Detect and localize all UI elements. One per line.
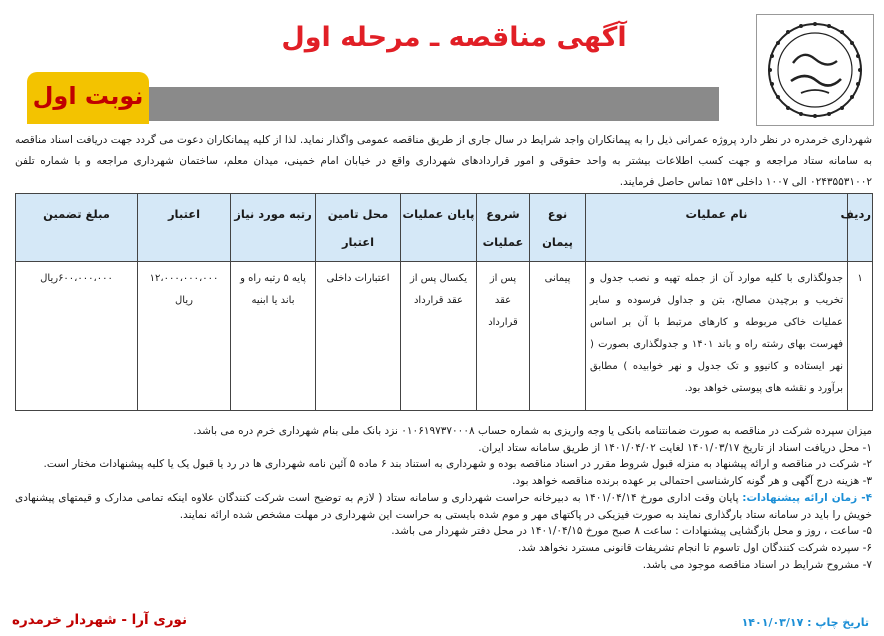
term-item: [15, 440, 872, 457]
header-funding-source: محل تامین اعتبار: [316, 194, 401, 262]
term-text: ۷- مشروح شرایط در اسناد مناقصه موجود می باشد.: [642, 558, 872, 571]
cell-required-grade: پایه ۵ رتبه راه و باند یا ابنیه: [231, 262, 316, 411]
cell-operation-name: جدولگذاری با کلیه موارد آن از جمله تهیه و نصب جدول و تخریب و برچیدن مصالح، بتن و جداول فرسوده و سایر عملیات خاکی مربوطه و کارهای مرتبط با آن بر اساس فهرست بهای رشته راه و باند ۱۴۰۱ و جدولگذاری بصورت ( نهر ایستاده و کانیوو و تک جدول و نهر خوابیده ) مطابق برآورد و نقشه های پیوستی خواهد بود.: [586, 262, 848, 411]
term-item: [15, 473, 872, 490]
term-text: میزان سپرده شرکت در مناقصه به صورت ضمانتنامه بانکی یا وجه واریزی به شماره حساب ۰۱۰۶۱۹۷۳۷۰۰۰۸ نزد بانک ملی بنام شهرداری خرم دره می باشد.: [193, 425, 872, 437]
notice-title: آگهی مناقصه ـ مرحله اول: [281, 22, 627, 53]
signer-name: نوری آرا - شهردار خرمدره: [12, 612, 188, 628]
seal-icon: [757, 15, 873, 125]
intro-paragraph: شهرداری خرمدره در نظر دارد پروژه عمرانی ذیل را به پیمانکاران واجد شرایط در سال جاری از طریق مناقصه عمومی واگذار نماید. لذا از کلیه پیمانکاران دعوت می گردد جهت دریافت اسناد مناقصه به سامانه ستاد مراجعه و جهت کسب اطلاعات بیشتر به واحد حقوقی و امور قراردادهای شهرداری واقع در خیابان امام خمینی، میدان معلم، ساختمان شهرداری مراجعه و با شماره تلفن ۰۲۴۳۵۵۳۱۰۰۲ الی ۱۰۰۷ داخلی ۱۵۳ تماس حاصل فرمایند.: [15, 134, 872, 188]
header-operation-name: نام عملیات: [586, 194, 848, 262]
header-required-grade: رتبه مورد نیاز: [231, 194, 316, 262]
term-prefix: ۴- زمان ارائه پیشنهادات:: [742, 491, 872, 504]
cell-start: پس از عقد قرارداد: [477, 262, 530, 411]
table-header-row: [16, 194, 873, 262]
term-text: ۲- شرکت در مناقصه و ارائه پیشنهاد به منزله قبول شروط مقرر در اسناد مناقصه بوده و شهرداری به استناد بند ۶ ماده ۵ آئین نامه شهرداری ها در رد یا قبول یک یا کلیه پیشنهادات مختار است.: [43, 458, 872, 471]
term-item: [15, 490, 872, 523]
cell-end: یکسال پس از عقد قرارداد: [401, 262, 477, 411]
cell-budget: ۱۲،۰۰۰،۰۰۰،۰۰۰ ریال: [138, 262, 231, 411]
term-text: ۵- ساعت ، روز و محل بازگشایی پیشنهادات : ساعت ۸ صبح مورخ ۱۴۰۱/۰۴/۱۵ در محل دفتر شهردار می باشد.: [391, 525, 872, 538]
header-start: شروع عملیات: [477, 194, 530, 262]
round-badge-label: نوبت اول: [32, 82, 144, 110]
term-text: پایان وقت اداری مورخ ۱۴۰۱/۰۴/۱۴ به دبیرخانه حراست شهرداری و سامانه ستاد ( لازم به توضیح است شرکت کنندگان علاوه اینکه تمامی مدارک و قیمتهای پیشنهادی خویش را باید در سامانه ستاد بارگذاری نمایند به صورت فیزیکی در پاکتهای مهر و موم شده بایستی به حراست این شهرداری در مهلت مشخص شده ارائه نمایند.: [15, 491, 872, 521]
header-end: پایان عملیات: [401, 194, 477, 262]
print-date: تاریخ چاپ : ۱۴۰۱/۰۳/۱۷: [741, 616, 869, 629]
cell-row-number: ۱: [848, 262, 873, 411]
terms-list: [15, 423, 872, 573]
header-row-number: ردیف: [848, 194, 873, 262]
term-text: ۶- سپرده شرکت کنندگان اول تاسوم تا انجام تشریفات قانونی مسترد نخواهد شد.: [518, 541, 872, 554]
header-contract-type: نوع پیمان: [530, 194, 586, 262]
term-item: [15, 557, 872, 574]
cell-contract-type: پیمانی: [530, 262, 586, 411]
header-budget: اعتبار: [138, 194, 231, 262]
round-badge: [27, 72, 149, 124]
municipality-logo: [756, 14, 874, 126]
term-text: ۱- محل دریافت اسناد از تاریخ ۱۴۰۱/۰۳/۱۷ لغایت ۱۴۰۱/۰۴/۰۲ از طریق سامانه ستاد ایران.: [478, 441, 872, 454]
tender-table: [15, 193, 873, 411]
term-item: [15, 423, 872, 440]
term-item: [15, 456, 872, 473]
cell-guarantee: ۶۰۰،۰۰۰،۰۰۰ریال: [16, 262, 138, 411]
term-text: ۳- هزینه درج آگهی و هر گونه کارشناسی احتمالی بر عهده برنده مناقصه خواهد بود.: [512, 475, 872, 488]
cell-funding-source: اعتبارات داخلی: [316, 262, 401, 411]
table-row: [16, 262, 873, 411]
header-guarantee: مبلغ تضمین: [16, 194, 138, 262]
term-item: [15, 540, 872, 557]
term-item: [15, 523, 872, 540]
